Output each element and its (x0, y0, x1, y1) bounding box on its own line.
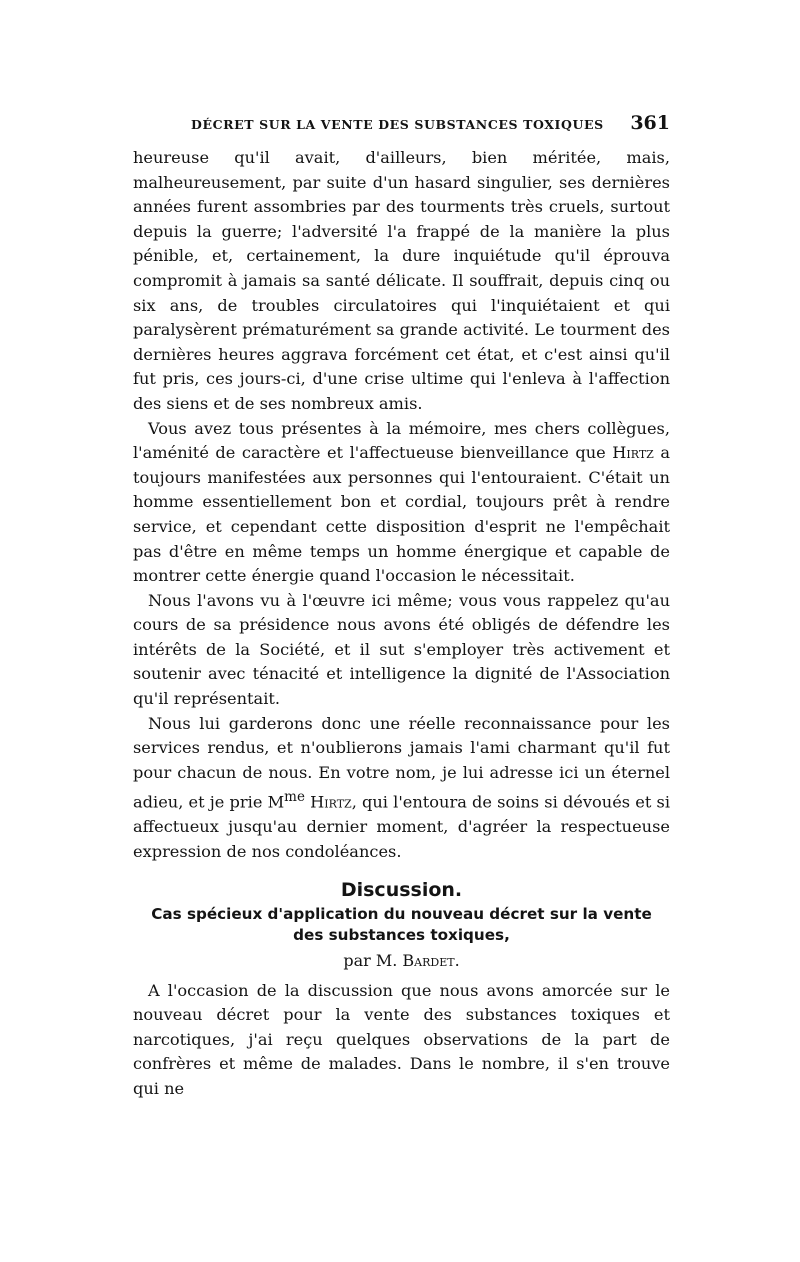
paragraph-1: heureuse qu'il avait, d'ailleurs, bien méritée, mais, malheureusement, par suite d'un hasard singulier, ses dernières années furent assombries par des tourments très cruels, surtout depuis la guerre; l'adversité l'a frappé de la manière la plus pénible, et, certainement, la dure inquiétude qu'il éprouva compromit à jamais sa santé délicate. Il souffrait, depuis cinq ou six ans, de troubles circulatoires qui l'inquiétaient et qui paralysèrent prématurément sa grande activité. Le tourment des dernières heures aggrava forcément cet état, et c'est ainsi qu'il fut pris, ces jours-ci, d'une crise ultime qui l'enleva à l'affection des siens et de ses nombreux amis. (133, 148, 670, 413)
name-hirtz-2: Hirtz (310, 792, 352, 812)
paragraph-2 (133, 417, 670, 589)
paragraph-4-text-b: , qui l'entoura de soins si dévoués et si affectueux jusqu'au dernier moment, d'agréer la respectueuse expression de nos condoléances. (133, 792, 671, 862)
byline (133, 949, 670, 973)
byline-suffix: . (454, 950, 460, 970)
paragraph-3: Nous l'avons vu à l'œuvre ici même; vous vous rappelez qu'au cours de sa présidence nous avons été obligés de défendre les intérêts de la Société, et il sut s'employer très activement et soutenir avec ténacité et intelligence la dignité de l'Association qu'il représentait. (133, 590, 670, 709)
body-text (133, 146, 670, 865)
paragraph-2-text-a: Vous avez tous présentes à la mémoire, mes chers collègues, l'aménité de caractère et l'affectueuse bienveillance que (133, 418, 670, 463)
section-heading: Discussion. (340, 878, 463, 901)
name-hirtz: Hirtz (612, 443, 654, 463)
running-title: DÉCRET SUR LA VENTE DES SUBSTANCES TOXIQUES (191, 117, 604, 132)
paragraph-2-text-b: a toujours manifestées aux personnes qui l'entouraient. C'était un homme essentiellement bon et cordial, toujours prêt à rendre service, et cependant cette disposition d'esprit ne l'empêchait pas d'être en même temps un homme énergique et capable de montrer cette énergie quand l'occasion le nécessitait. (133, 443, 671, 586)
paragraph-5: A l'occasion de la discussion que nous avons amorcée sur le nouveau décret pour la vente des substances toxiques et narcotiques, j'ai reçu quelques observations de la part de confrères et même de malades. Dans le nombre, il s'en trouve qui ne (133, 980, 670, 1098)
title-superscript: me (284, 789, 305, 806)
page (133, 112, 670, 1102)
discussion-body (133, 979, 670, 1102)
section-subheading: Cas spécieux d'application du nouveau décret sur la vente des substances toxiques, (151, 904, 652, 944)
running-header (133, 112, 670, 146)
author-name: Bardet (402, 950, 455, 970)
paragraph-4-text-a: Nous lui garderons donc une réelle reconnaissance pour les services rendus, et n'oublierons jamais l'ami charmant qu'il fut pour chacun de nous. En votre nom, je lui adresse ici un éternel adieu, et je prie M (133, 713, 670, 812)
byline-prefix: par M. (343, 950, 403, 970)
discussion-section (133, 877, 670, 973)
page-number: 361 (630, 112, 670, 134)
paragraph-4 (133, 712, 670, 865)
